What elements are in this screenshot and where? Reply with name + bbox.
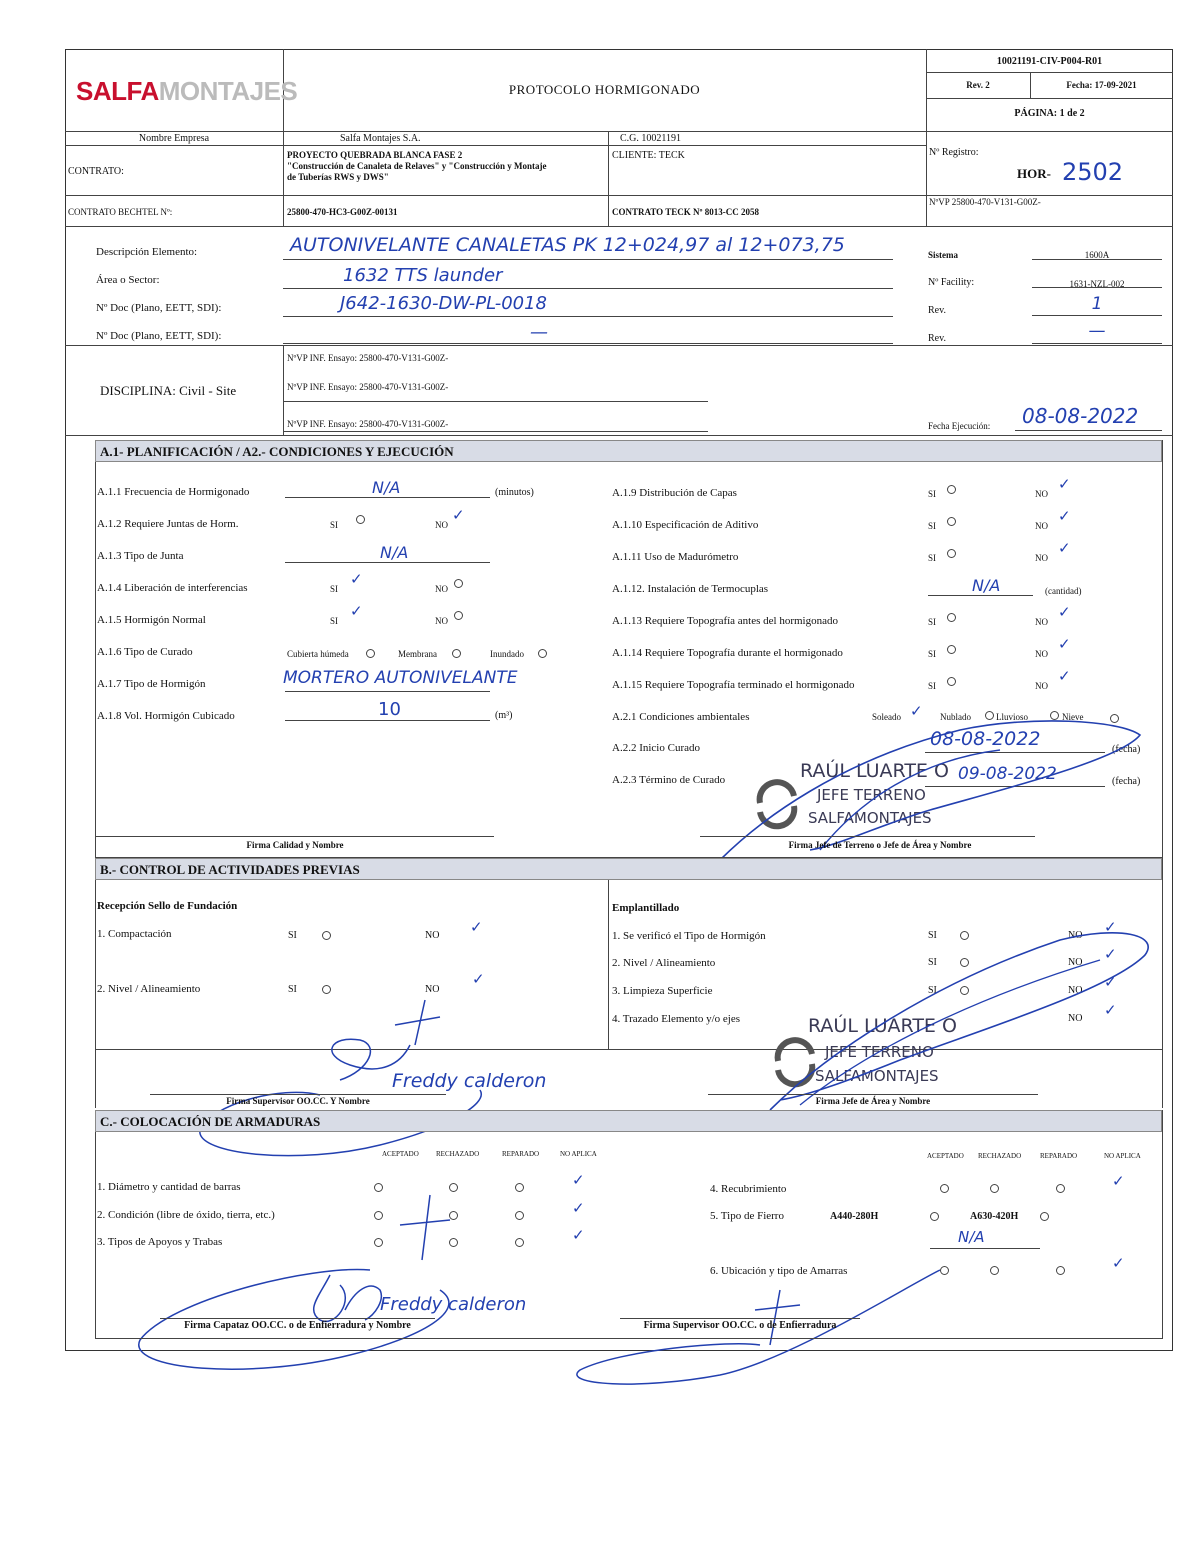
a19-no-check-icon[interactable]: ✓ [1058,475,1071,493]
divider [65,145,926,146]
divider [608,880,609,1050]
underline [285,691,490,692]
section-c-title: C.- COLOCACIÓN DE ARMADURAS [95,1110,1162,1132]
c5-opt2-radio[interactable] [1040,1212,1049,1221]
underline [1032,343,1162,344]
col-aceptado: ACEPTADO [382,1150,419,1158]
area-value: 1632 TTS launder [343,265,503,286]
freddy-signature-b: Freddy calderon [392,1070,547,1092]
si-label: SI [928,957,937,968]
fecha-ejecucion-label: Fecha Ejecución: [928,421,991,431]
bechtel-value: 25800-470-HC3-G00Z-00131 [287,207,398,217]
c4-aceptado-radio[interactable] [940,1184,949,1193]
a16-opt1: Cubierta húmeda [287,649,349,659]
divider [283,131,284,226]
c2-label: 2. Condición (libre de óxido, tierra, etc.) [97,1209,275,1221]
a16-label: A.1.6 Tipo de Curado [97,646,193,658]
e1-label: 1. Se verificó el Tipo de Hormigón [612,930,766,942]
underline [160,1318,435,1319]
underline [700,836,1035,837]
e4-label: 4. Trazado Elemento y/o ejes [612,1013,741,1025]
b2-si-radio[interactable] [322,985,331,994]
fecha-ejecucion-value: 08-08-2022 [1022,404,1139,428]
section-b-title: B.- CONTROL DE ACTIVIDADES PREVIAS [95,858,1162,880]
underline [620,1318,860,1319]
e2-label: 2. Nivel / Alineamiento [612,957,716,969]
bechtel-label: CONTRATO BECHTEL Nº: [68,207,173,217]
descripcion-value: AUTONIVELANTE CANALETAS PK 12+024,97 al 12+073,75 [290,234,845,256]
c6-noaplica-check-icon[interactable]: ✓ [1112,1254,1125,1272]
si-label: SI [928,985,937,996]
c4-reparado-radio[interactable] [1056,1184,1065,1193]
c4-label: 4. Recubrimiento [710,1183,787,1195]
underline [285,497,490,498]
a112-unit: (cantidad) [1045,586,1082,596]
underline [1032,315,1162,316]
underline [150,1094,446,1095]
c5-opt1-radio[interactable] [930,1212,939,1221]
contrato-line-2: "Construcción de Canaleta de Relaves" y "Construcción y Montaje [287,161,547,171]
a111-label: A.1.11 Uso de Madurómetro [612,551,739,563]
c6-reparado-radio[interactable] [1056,1266,1065,1275]
stamp-name: RAÚL LUARTE O [808,1015,957,1037]
underline [285,562,490,563]
divider [65,435,1173,436]
no-label: NO [1068,957,1083,968]
a12-label: A.1.2 Requiere Juntas de Horm. [97,518,239,530]
no-label: NO [1068,930,1083,941]
no-label: NO [1035,649,1048,659]
a18-unit: (m³) [495,710,513,721]
a12-si-radio[interactable] [356,515,365,524]
a22-label: A.2.2 Inicio Curado [612,742,700,754]
no-label: NO [425,930,440,941]
c5-label: 5. Tipo de Fierro [710,1210,784,1222]
col-noaplica: NO APLICA [560,1150,597,1158]
a21-soleado-check-icon[interactable]: ✓ [910,702,923,720]
a22-value: 08-08-2022 [930,728,1041,750]
a18-value: 10 [378,699,401,720]
doc-code: 10021191-CIV-P004-R01 [996,56,1103,67]
a15-si-check-icon[interactable]: ✓ [350,602,363,620]
rev1-label: Rev. [928,305,946,316]
a19-label: A.1.9 Distribución de Capas [612,487,737,499]
page-title: PROTOCOLO HORMIGONADO [508,82,701,97]
disciplina-label: DISCIPLINA: Civil - Site [100,383,237,398]
c5-opt2: A630-420H [970,1211,1019,1222]
a16-opt3-radio[interactable] [538,649,547,658]
a110-si-radio[interactable] [947,517,956,526]
divider [926,98,1173,99]
col-reparado: REPARADO [502,1150,540,1158]
capataz-signature-icon [130,1180,610,1380]
underline [283,259,893,260]
si-label: SI [288,930,297,941]
doc-rev: Rev. 2 [966,80,990,90]
no-label: NO [1035,521,1048,531]
no-label: NO [1068,985,1083,996]
underline [1015,430,1162,431]
underline [285,720,490,721]
contrato-line-3: de Tuberías RWS y DWS" [287,172,389,182]
jefe-signature-b-icon [740,920,1160,1120]
a113-si-radio[interactable] [947,613,956,622]
sistema-label: Sistema [928,250,958,260]
c6-label: 6. Ubicación y tipo de Amarras [710,1265,848,1277]
cg-value: C.G. 10021191 [620,133,682,144]
e1-no-check-icon[interactable]: ✓ [1104,918,1117,936]
c3-noaplica-check-icon[interactable]: ✓ [572,1226,585,1244]
a113-label: A.1.13 Requiere Topografía antes del hormigonado [612,615,838,627]
no-label: NO [425,984,440,995]
stamp-company: SALFAMONTAJES [808,809,932,827]
c5-opt1: A440-280H [830,1211,879,1222]
si-label: SI [330,520,339,530]
section-a-title: A.1- PLANIFICACIÓN / A2.- CONDICIONES Y EJECUCIÓN [95,440,1162,462]
fecha-unit-label: (fecha) [1112,776,1141,787]
logo-montajes-text: MONTAJES [158,76,298,106]
a14-si-check-icon[interactable]: ✓ [350,570,363,588]
si-label: SI [928,553,937,563]
firma-supervisor-enf-label: Firma Supervisor OO.CC. o de Enfierradura [643,1320,837,1331]
rev1-value: 1 [1091,294,1103,314]
inf-ensayo-3: NºVP INF. Ensayo: 25800-470-V131-G00Z- [287,419,449,429]
doc-page: PÁGINA: 1 de 2 [1014,108,1085,119]
rev2-value: — [1088,321,1106,341]
ndoc1-label: Nº Doc (Plano, EETT, SDI): [96,302,222,314]
a13-value: N/A [380,543,409,562]
divider [926,195,1173,196]
facility-label: Nº Facility: [928,277,975,288]
e3-label: 3. Limpieza Superficie [612,985,713,997]
underline [283,288,893,289]
firma-capataz-label: Firma Capataz OO.CC. o de Enfierradura y Nombre [184,1320,411,1331]
a15-label: A.1.5 Hormigón Normal [97,614,206,626]
doc-date: Fecha: 17-09-2021 [1066,80,1137,90]
col-reparado-right: REPARADO [1040,1152,1078,1160]
a21-opt3: Lluvioso [996,712,1029,722]
si-label: SI [288,984,297,995]
a114-si-radio[interactable] [947,645,956,654]
divider [1162,858,1163,1108]
a110-label: A.1.10 Especificación de Aditivo [612,519,759,531]
c1-label: 1. Diámetro y cantidad de barras [97,1181,241,1193]
col-rechazado-right: RECHAZADO [978,1152,1022,1160]
underline [96,836,494,837]
b-right-title: Emplantillado [612,902,680,914]
a21-label: A.2.1 Condiciones ambientales [612,711,750,723]
underline [283,343,893,344]
no-label: NO [1068,1013,1083,1024]
si-label: SI [330,616,339,626]
si-label: SI [928,649,937,659]
divider [95,858,96,1108]
a111-si-radio[interactable] [947,549,956,558]
divider [95,440,96,858]
company-logo [76,76,297,107]
si-label: SI [928,617,937,627]
a114-no-check-icon[interactable]: ✓ [1058,635,1071,653]
a111-no-check-icon[interactable]: ✓ [1058,539,1071,557]
si-label: SI [928,930,937,941]
no-label: NO [435,520,448,530]
c4-rechazado-radio[interactable] [990,1184,999,1193]
divider [1162,1110,1163,1339]
a112-label: A.1.12. Instalación de Termocuplas [612,583,769,595]
divider [65,345,1173,346]
a113-no-check-icon[interactable]: ✓ [1058,603,1071,621]
c6-rechazado-radio[interactable] [990,1266,999,1275]
no-label: NO [1035,489,1048,499]
a17-value: MORTERO AUTONIVELANTE [283,668,518,688]
stamp-role: JEFE TERRENO [817,786,926,804]
no-label: NO [435,616,448,626]
ndoc2-label: Nº Doc (Plano, EETT, SDI): [96,330,222,342]
underline [283,401,708,402]
a16-opt3: Inundado [490,649,524,659]
a17-label: A.1.7 Tipo de Hormigón [97,678,206,690]
rev2-label: Rev. [928,333,946,344]
divider [1162,440,1163,858]
divider [65,226,1173,227]
no-label: NO [1035,617,1048,627]
b2-no-check-icon[interactable]: ✓ [472,970,485,988]
si-label: SI [928,489,937,499]
stamp-role: JEFE TERRENO [825,1043,934,1061]
col-rechazado: RECHAZADO [436,1150,480,1158]
b2-label: 2. Nivel / Alineamiento [97,983,201,995]
a23-label: A.2.3 Término de Curado [612,774,726,786]
e4-no-check-icon[interactable]: ✓ [1104,1001,1117,1019]
a15-no-radio[interactable] [454,611,463,620]
firma-supervisor-label: Firma Supervisor OO.CC. Y Nombre [226,1096,370,1106]
no-label: NO [1035,553,1048,563]
a21-opt1: Soleado [872,712,901,722]
underline [928,595,1033,596]
a115-no-check-icon[interactable]: ✓ [1058,667,1071,685]
registro-prefix: HOR- [1017,166,1051,181]
contrato-label: CONTRATO: [68,166,124,177]
a11-unit: (minutos) [495,487,534,498]
firma-jefe-area-label: Firma Jefe de Área y Nombre [815,1096,931,1106]
ndoc1-value: J642-1630-DW-PL-0018 [340,293,548,314]
divider [95,1110,96,1339]
no-label: NO [435,584,448,594]
a21-opt2: Nublado [940,712,971,722]
c2-noaplica-check-icon[interactable]: ✓ [572,1199,585,1217]
e2-no-check-icon[interactable]: ✓ [1104,945,1117,963]
b1-label: 1. Compactación [97,928,172,940]
firma-calidad-label: Firma Calidad y Nombre [246,840,344,850]
underline [708,1094,1038,1095]
c3-label: 3. Tipos de Apoyos y Trabas [97,1236,223,1248]
si-label: SI [928,521,937,531]
area-label: Área o Sector: [96,274,160,286]
c5-value: N/A [958,1228,985,1246]
a115-si-radio[interactable] [947,677,956,686]
registro-label: Nº Registro: [929,147,979,158]
a16-opt2: Membrana [398,649,437,659]
logo-salfa-text: SALFA [76,76,159,106]
divider [95,1338,1162,1339]
cliente-value: CLIENTE: TECK [612,150,685,161]
a112-value: N/A [972,576,1001,595]
divider [926,72,1173,73]
stamp-name: RAÚL LUARTE O [800,760,949,782]
a14-label: A.1.4 Liberación de interferencias [97,582,248,594]
divider [926,131,927,226]
c1-noaplica-check-icon[interactable]: ✓ [572,1171,585,1189]
underline [283,431,708,432]
a114-label: A.1.14 Requiere Topografía durante el hormigonado [612,647,843,659]
si-label: SI [928,681,937,691]
a16-opt2-radio[interactable] [452,649,461,658]
empresa-value: Salfa Montajes S.A. [340,133,421,144]
a13-label: A.1.3 Tipo de Junta [97,550,184,562]
a21-opt4: Nieve [1062,712,1084,722]
a16-opt1-radio[interactable] [366,649,375,658]
registro-number: 2502 [1062,158,1124,186]
ndoc2-value: — [530,322,548,343]
nvp-value: NºVP 25800-470-V131-G00Z- [929,197,1041,207]
descripcion-label: Descripción Elemento: [96,246,198,258]
si-label: SI [330,584,339,594]
e3-no-check-icon[interactable]: ✓ [1104,973,1117,991]
freddy-signature-c: Freddy calderon [380,1294,527,1315]
stamp-company: SALFAMONTAJES [815,1067,939,1085]
teck-value: CONTRATO TECK Nº 8013-CC 2058 [612,207,759,217]
divider [283,345,284,435]
c4-noaplica-check-icon[interactable]: ✓ [1112,1172,1125,1190]
empresa-label: Nombre Empresa [138,133,210,144]
inf-ensayo-2: NºVP INF. Ensayo: 25800-470-V131-G00Z- [287,382,449,392]
facility-value: 1631-NZL-002 [1069,279,1125,289]
a11-value: N/A [372,478,401,497]
b-left-title: Recepción Sello de Fundación [97,900,238,912]
fecha-unit-label: (fecha) [1112,744,1141,755]
divider [65,131,1173,132]
a23-value: 09-08-2022 [958,764,1057,784]
a14-no-radio[interactable] [454,579,463,588]
a11-label: A.1.1 Frecuencia de Hormigonado [97,486,250,498]
a115-label: A.1.15 Requiere Topografía terminado el hormigonado [612,679,855,691]
a19-si-radio[interactable] [947,485,956,494]
underline [283,316,893,317]
contrato-line-1: PROYECTO QUEBRADA BLANCA FASE 2 [287,150,463,160]
underline [930,1248,1040,1249]
a18-label: A.1.8 Vol. Hormigón Cubicado [97,710,235,722]
b1-no-check-icon[interactable]: ✓ [470,918,483,936]
inf-ensayo-1: NºVP INF. Ensayo: 25800-470-V131-G00Z- [287,353,449,363]
a12-no-check-icon[interactable]: ✓ [452,506,465,524]
sistema-value: 1600A [1084,250,1110,260]
no-label: NO [1035,681,1048,691]
a110-no-check-icon[interactable]: ✓ [1058,507,1071,525]
col-aceptado-right: ACEPTADO [927,1152,964,1160]
col-noaplica-right: NO APLICA [1104,1152,1141,1160]
divider [608,131,609,226]
b1-si-radio[interactable] [322,931,331,940]
firma-jefe-label: Firma Jefe de Terreno o Jefe de Área y Nombre [788,840,972,850]
